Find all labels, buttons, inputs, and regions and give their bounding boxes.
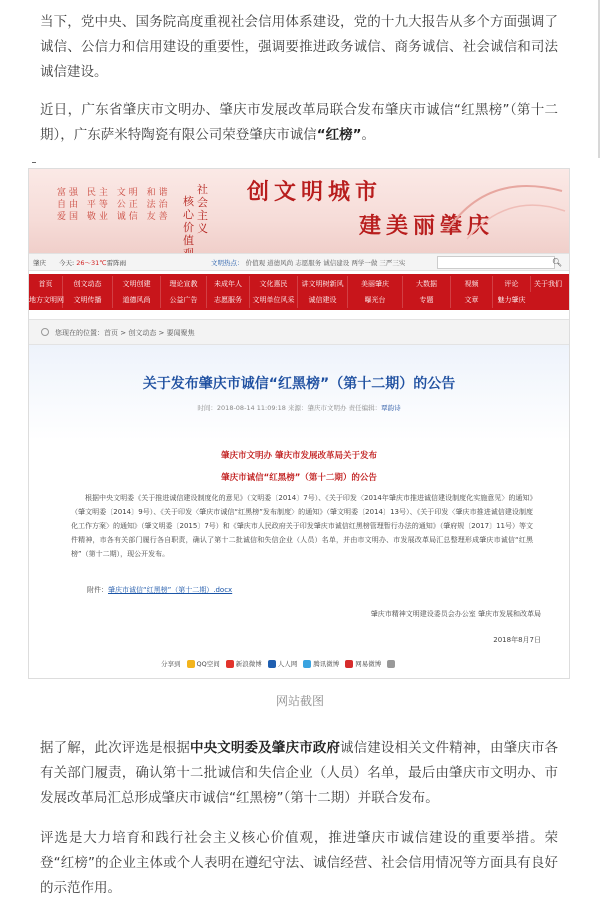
banner-values-watermark: 富强 民主 文明 和谐 自由 平等 公正 法治 爱国 敬业 诚信 友善 xyxy=(57,188,171,222)
breadcrumb: 您现在的位置：首页 > 创文动态 > 要闻聚焦 xyxy=(29,319,569,345)
share-qzone[interactable]: QQ空间 xyxy=(187,659,220,668)
nav-item[interactable]: 评论 xyxy=(492,276,530,292)
news-paragraph: 近日，广东省肇庆市文明办、肇庆市发展改革局联合发布肇庆市诚信“红黑榜”（第十二期），广东萨米特陶瓷有限公司荣登肇庆市诚信“红榜”。 xyxy=(40,102,558,143)
nav-item[interactable]: 魅力肇庆 xyxy=(492,292,530,308)
evaluation-paragraph: 据了解，此次评选是根据中央文明委及肇庆市政府诚信建设相关文件精神，由肇庆市各有关部门履责，确认第十二批诚信和失信企业（人员）名单，最后由肇庆市文明办、市发展改革局汇总形成肇庆市诚信“红黑榜”（第十二期）并联合发布。 xyxy=(40,740,559,806)
website-screenshot xyxy=(28,168,570,679)
article-panel xyxy=(29,345,569,663)
article-meta: 时间：2018-08-14 11:09:18 来源：肇庆市文明办 责任编辑：覃韵诗 xyxy=(197,404,401,412)
site-search-input[interactable] xyxy=(437,256,555,269)
nav-item[interactable]: 地方文明网 xyxy=(29,296,64,304)
nav-item[interactable]: 公益广告 xyxy=(160,292,206,308)
nav-item[interactable]: 志愿服务 xyxy=(206,292,249,308)
nav-item[interactable]: 道德风尚 xyxy=(112,292,160,308)
nav-item[interactable]: 讲文明树新风 xyxy=(297,276,347,292)
article-heading-2: 肇庆市诚信“红黑榜”（第十二期）的公告 xyxy=(221,473,377,483)
nav-item[interactable]: 诚信建设 xyxy=(297,292,347,308)
info-bar xyxy=(29,253,569,271)
intro-paragraph: 当下，党中央、国务院高度重视社会信用体系建设，党的十九大报告从多个方面强调了诚信、公信力和信用建设的重要性，强调要推进政务诚信、商务诚信、社会诚信和司法诚信建设。 xyxy=(40,14,558,80)
banner-swirl-decoration xyxy=(437,171,567,241)
nav-item[interactable]: 文章 xyxy=(450,292,492,308)
article-title: 关于发布肇庆市诚信“红黑榜”（第十二期）的公告 xyxy=(142,376,456,392)
share-bar xyxy=(29,655,569,673)
nav-item[interactable]: 未成年人 xyxy=(206,276,249,292)
nav-item[interactable]: 大数据 xyxy=(402,276,450,292)
share-netease[interactable]: 网易微博 xyxy=(345,659,381,668)
share-renren[interactable]: 人人网 xyxy=(268,659,298,668)
share-tencent[interactable]: 腾讯微博 xyxy=(303,659,339,668)
nav-item[interactable]: 关于我们 xyxy=(530,276,565,292)
site-banner xyxy=(29,169,569,253)
nav-item[interactable]: 文明创建 xyxy=(112,276,160,292)
banner-slogan-2: 建美丽肇庆 xyxy=(359,213,495,239)
article-attachment: 附件：肇庆市诚信“红黑榜”（第十二期）.docx xyxy=(87,586,233,594)
nav-item[interactable]: 专题 xyxy=(402,292,450,308)
share-more-icon[interactable] xyxy=(387,660,397,668)
article-heading-1: 肇庆市文明办 肇庆市发展改革局关于发布 xyxy=(221,451,377,461)
share-label: 分享到 xyxy=(161,660,181,668)
location-pin-icon xyxy=(41,328,49,336)
city-name: 肇庆 xyxy=(33,259,46,267)
nav-item[interactable]: 文明传播 xyxy=(62,292,112,308)
article-signature: 肇庆市精神文明建设委员会办公室 肇庆市发展和改革局 xyxy=(370,610,541,618)
share-sina[interactable]: 新浪微博 xyxy=(226,659,262,668)
sina-weibo-icon xyxy=(226,660,234,668)
nav-item[interactable]: 文化惠民 xyxy=(249,276,297,292)
article-date: 2018年8月7日 xyxy=(493,636,541,644)
significance-paragraph: 评选是大力培育和践行社会主义核心价值观，推进肇庆市诚信建设的重要举措。荣登“红榜”的企业主体或个人表明在遵纪守法、诚信经营、社会信用情况等方面具有良好的示范作用。 xyxy=(40,830,558,896)
nav-item[interactable]: 视频 xyxy=(450,276,492,292)
main-nav xyxy=(29,274,569,310)
nav-item[interactable]: 美丽肇庆 xyxy=(347,276,402,292)
gov-bold: 中央文明委及肇庆市政府 xyxy=(190,740,340,756)
article-body: 根据中央文明委《关于推进诚信建设制度化的意见》（文明委〔2014〕7号）、《关于印发〈2014年肇庆市推进诚信建设制度化实施意见〉的通知》（肇文明委〔2014〕9号）、《关于印发〈肇庆市诚信“红黑榜”发布制度〉的通知》（肇文明委〔2014〕13号）、《关于印发〈肇庆市推进诚信建设制度化工作方案〉的通知》（肇文明委〔2015〕7号）和《肇庆市人民政府关于印发肇庆市诚信红黑榜管理暂行办法的通知》（肇府规〔2017〕11号）等文件精神，市各有关部门履行各自职责，确认了第十二批诚信和失信企业（人员）名单，并由市文明办、市发展改革局汇总整理形成肇庆市诚信“红黑榜”（第十二期），现公开发布。 xyxy=(71,494,533,558)
nav-item[interactable]: 理论宣教 xyxy=(160,276,206,292)
nav-item[interactable]: 曝光台 xyxy=(347,292,402,308)
text-cursor-mark xyxy=(32,162,36,163)
nav-item[interactable]: 文明单位风采 xyxy=(249,292,297,308)
hot-links[interactable]: 文明热点： 价值观 道德风尚 志愿服务 诚信建设 两学一做 三严三实 xyxy=(211,259,406,267)
red-list-bold: “红榜” xyxy=(316,127,362,143)
nav-item[interactable]: 创文动态 xyxy=(62,276,112,292)
nav-item[interactable]: 首页 xyxy=(38,280,53,288)
image-caption: 网站截图 xyxy=(275,694,324,708)
core-values-vertical: 核 心 价 值 社 会 主 义 xyxy=(183,183,208,247)
attachment-link[interactable]: 肇庆市诚信“红黑榜”（第十二期）.docx xyxy=(108,586,233,594)
renren-icon xyxy=(268,660,276,668)
netease-weibo-icon xyxy=(345,660,353,668)
banner-slogan-1: 创文明城市 xyxy=(247,179,383,205)
weather-readout: 今天: 26～31℃雷阵雨 xyxy=(59,259,127,267)
qzone-icon xyxy=(187,660,195,668)
tencent-weibo-icon xyxy=(303,660,311,668)
search-icon[interactable]: 🔍︎ xyxy=(551,258,563,267)
